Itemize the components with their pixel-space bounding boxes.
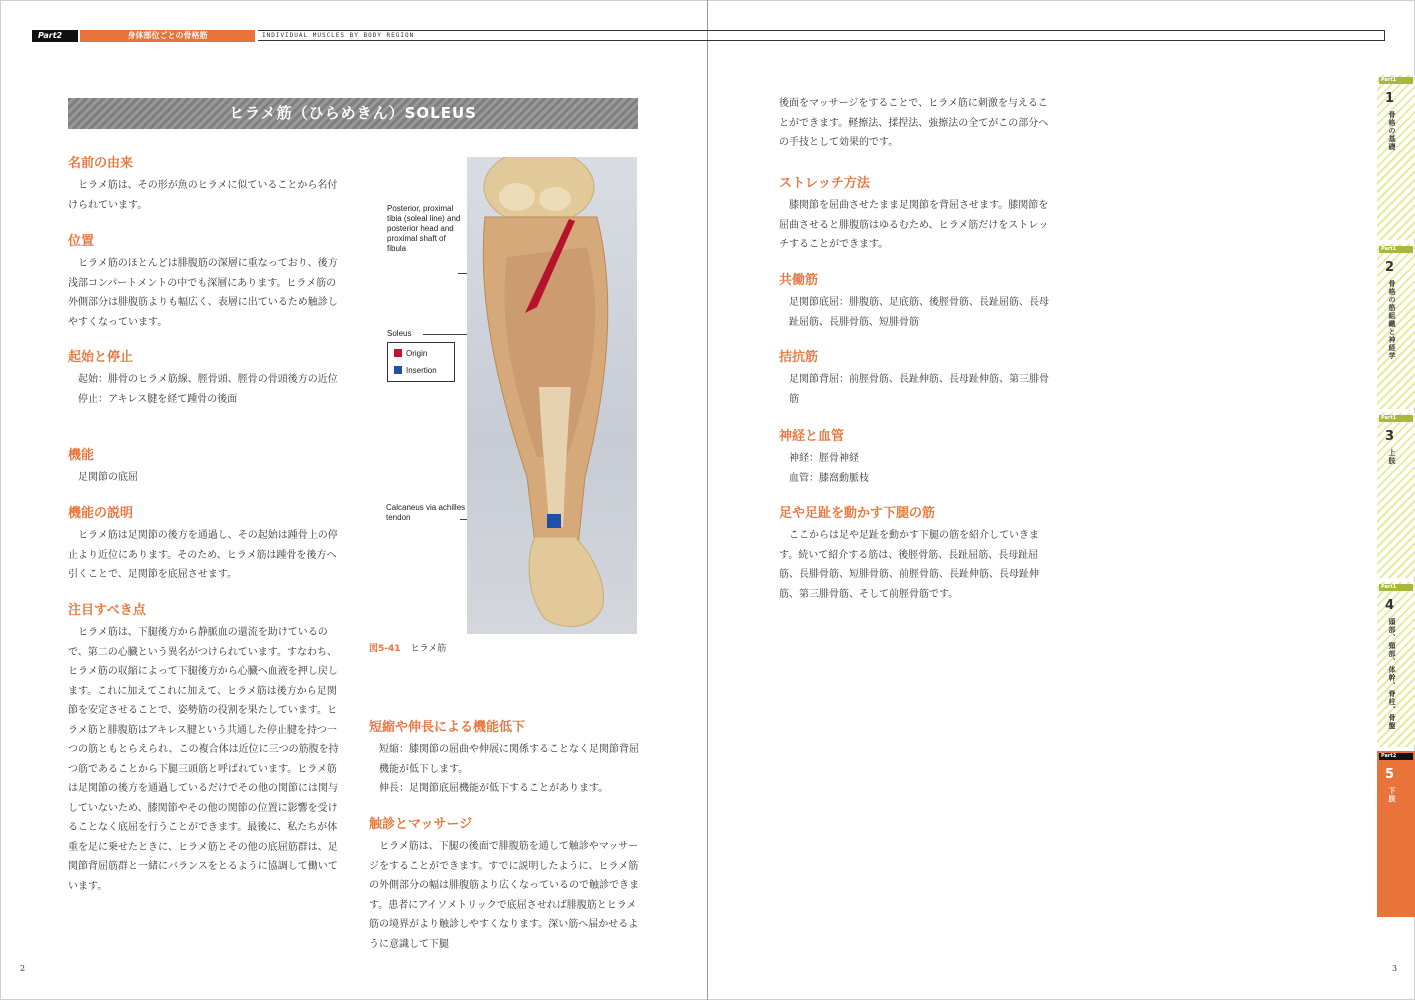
vessel-line: 血管：膝窩動脈枝 bbox=[789, 472, 869, 484]
tab-part-label: Part1 bbox=[1379, 246, 1413, 253]
section-lower-leg-muscles bbox=[779, 502, 1049, 604]
insertion-swatch bbox=[394, 366, 402, 374]
knee-bones bbox=[484, 157, 594, 225]
chapter-tab-3[interactable] bbox=[1377, 413, 1415, 578]
page-number-left: 2 bbox=[20, 964, 26, 973]
figure-caption-text: ヒラメ筋 bbox=[410, 644, 447, 654]
legend-origin-label: Origin bbox=[406, 349, 428, 358]
origin-line: 起始：腓骨のヒラメ筋線、脛骨頭、脛骨の骨頭後方の近位 bbox=[78, 374, 338, 385]
legend-insertion-label: Insertion bbox=[406, 366, 437, 375]
tab-number: 5 bbox=[1385, 767, 1395, 782]
section-body: 足関節背屈：前脛骨筋、長趾伸筋、長母趾伸筋、第三腓骨筋 bbox=[789, 374, 1049, 405]
origin-description-label: Posterior, proximal tibia (soleal line) and posterior head and proximal shaft of fibula bbox=[387, 204, 461, 253]
section-heading: ストレッチ方法 bbox=[779, 176, 870, 191]
section-heading: 注目すべき点 bbox=[68, 603, 146, 618]
section-function bbox=[68, 444, 340, 488]
section-heading: 共働筋 bbox=[779, 273, 819, 288]
figure-number: 図5-41 bbox=[369, 644, 401, 654]
shortening-line: 短縮：膝関節の屈曲や伸展に関係することなく足関節背屈機能が低下します。 bbox=[379, 744, 639, 775]
section-antagonists bbox=[779, 346, 1049, 409]
chapter-tab-2[interactable] bbox=[1377, 244, 1415, 409]
nerve-line: 神経：脛骨神経 bbox=[789, 453, 859, 464]
insertion-description-label: Calcaneus via achilles tendon bbox=[386, 503, 466, 522]
tab-part-label: Part2 bbox=[1379, 753, 1413, 760]
femoral-condyle bbox=[499, 183, 535, 211]
section-body: ヒラメ筋は足関節の後方を通過し、その起始は踵骨上の停止より近位にあります。そのため、ヒラメ筋は踵骨を後方へ引くことで、足関節を底屈させます。 bbox=[68, 530, 338, 580]
section-heading: 足や足趾を動かす下腿の筋 bbox=[779, 506, 936, 521]
section-heading: 名前の由来 bbox=[68, 156, 134, 171]
part-label: Part2 bbox=[32, 30, 78, 42]
insertion-area bbox=[547, 514, 561, 528]
section-body: ヒラメ筋は、下腿後方から静脈血の還流を助けているので、第二の心臓という異名がつけられています。すなわち、ヒラメ筋の収縮によって下腿後方から心臓へ血液を押し戻します。これに加えてこれに加えて、ヒラメ筋は後方から足関節を安定させることで、姿勢筋の役割を果たしています。ヒラメ筋と腓腹筋はアキレス腱という共通した停止腱を持つ一つの筋ともとらえられ、この複合体は近位に三つの筋腹を持つ筋であることから下腿三頭筋と呼ばれています。ヒラメ筋は足関節の後方を通過しているだけでその他の関節には関与していないため、膝関節やその他の関節の位置に影響を受けることなく底屈を行うことができます。最後に、私たちが体重を足に乗せたときに、ヒラメ筋とその他の底屈筋群は、足関節背屈筋群と一緒にバランスをとるように協調して働いています。 bbox=[68, 627, 339, 892]
english-chapter-label: INDIVIDUAL MUSCLES BY BODY REGION bbox=[262, 32, 415, 39]
tab-text: 骨格の基礎 bbox=[1388, 111, 1396, 151]
tab-text: 上肢 bbox=[1388, 449, 1396, 465]
section-nerves-vessels bbox=[779, 425, 1049, 488]
insertion-line: 停止：アキレス腱を経て踵骨の後面 bbox=[78, 393, 238, 405]
tab-part-label: Part1 bbox=[1379, 415, 1413, 422]
lengthening-line: 伸長：足関節底屈機能が低下することがあります。 bbox=[379, 783, 609, 794]
section-body: 膝関節を屈曲させたまま足関節を背屈させます。膝関節を屈曲させると腓腹筋はゆるむため、ヒラメ筋だけをストレッチすることができます。 bbox=[779, 200, 1049, 250]
palpation-continued bbox=[779, 94, 1049, 153]
section-heading: 神経と血管 bbox=[779, 429, 845, 444]
femoral-condyle bbox=[539, 187, 571, 211]
section-heading: 起始と停止 bbox=[68, 350, 134, 365]
section-position bbox=[68, 230, 340, 332]
section-synergists bbox=[779, 269, 1049, 332]
section-body: ここからは足や足趾を動かす下腿の筋を紹介していきます。続いて紹介する筋は、後脛骨筋、長趾屈筋、長母趾屈筋、長腓骨筋、短腓骨筋、前脛骨筋、長趾伸筋、長母趾伸筋、第三腓骨筋、そして前脛骨筋です。 bbox=[779, 530, 1039, 600]
section-body: ヒラメ筋は、下腿の後面で腓腹筋を通して触診やマッサージをすることができます。すでに説明したように、ヒラメ筋の外側部分の幅は腓腹筋より広くなっているので触診できます。患者にアイソメトリックで底屈させれば腓腹筋とヒラメ筋の境界がより触診しやすくなります。深い筋へ届かせるように意識して下腿 bbox=[369, 841, 639, 950]
origin-swatch bbox=[394, 349, 402, 357]
legend-insertion bbox=[394, 366, 437, 376]
section-body: ヒラメ筋のほとんどは腓腹筋の深層に重なっており、後方浅部コンパートメントの中でも深層にあります。ヒラメ筋の外側部分は腓腹筋よりも幅広く、表層に出ているため触診しやすくなっています。 bbox=[68, 258, 338, 328]
section-body: 後面をマッサージをすることで、ヒラメ筋に刺激を与えることができます。軽擦法、揉捏法、強擦法の全てがこの部分への手技として効果的です。 bbox=[779, 98, 1049, 148]
section-heading: 機能 bbox=[68, 448, 95, 463]
section-heading: 短縮や伸長による機能低下 bbox=[369, 720, 526, 735]
section-heading: 位置 bbox=[68, 234, 95, 249]
section-body: 足関節の底屈 bbox=[78, 472, 138, 483]
section-name-origin bbox=[68, 152, 340, 215]
soleus-illustration bbox=[467, 157, 637, 634]
chapter-tab-4[interactable] bbox=[1377, 582, 1415, 747]
chapter-label: 身体部位ごとの骨格筋 bbox=[80, 30, 255, 42]
tab-part-label: Part1 bbox=[1379, 77, 1413, 84]
tab-number: 4 bbox=[1385, 598, 1395, 613]
section-function-explanation bbox=[68, 502, 340, 585]
tab-number: 1 bbox=[1385, 91, 1395, 106]
legend-origin bbox=[394, 349, 427, 359]
soleus-label: Soleus bbox=[387, 329, 412, 338]
page-title: ヒラメ筋（ひらめきん）SOLEUS bbox=[68, 98, 638, 129]
chapter-tab-5-active[interactable] bbox=[1377, 751, 1415, 917]
section-body: 足関節底屈：腓腹筋、足底筋、後脛骨筋、長趾屈筋、長母趾屈筋、長腓骨筋、短腓骨筋 bbox=[789, 297, 1049, 328]
page-number-right: 3 bbox=[1392, 964, 1398, 973]
chapter-tab-1[interactable] bbox=[1377, 75, 1415, 240]
section-origin-insertion bbox=[68, 346, 340, 409]
tab-part-label: Part1 bbox=[1379, 584, 1413, 591]
section-stretch bbox=[779, 172, 1049, 255]
section-heading: 機能の説明 bbox=[68, 506, 134, 521]
legend bbox=[387, 342, 455, 382]
tab-text: 頭部、頸部、体幹、脊柱、骨盤 bbox=[1388, 618, 1396, 730]
leg-drawing bbox=[467, 157, 637, 634]
section-heading: 触診とマッサージ bbox=[369, 817, 473, 832]
tab-number: 2 bbox=[1385, 260, 1395, 275]
section-palpation bbox=[369, 813, 639, 954]
tab-number: 3 bbox=[1385, 429, 1395, 444]
page-gutter bbox=[707, 0, 708, 1000]
header-rule bbox=[258, 30, 1385, 41]
foot-bones bbox=[529, 537, 604, 627]
section-heading: 拮抗筋 bbox=[779, 350, 819, 365]
section-notable-points bbox=[68, 599, 340, 896]
tab-text: 骨格の筋組織と神経学 bbox=[1388, 280, 1396, 360]
section-dysfunction bbox=[369, 716, 639, 799]
section-body: ヒラメ筋は、その形が魚のヒラメに似ていることから名付けられています。 bbox=[68, 180, 338, 211]
tab-text: 下肢 bbox=[1388, 787, 1396, 803]
figure-caption bbox=[369, 641, 446, 654]
